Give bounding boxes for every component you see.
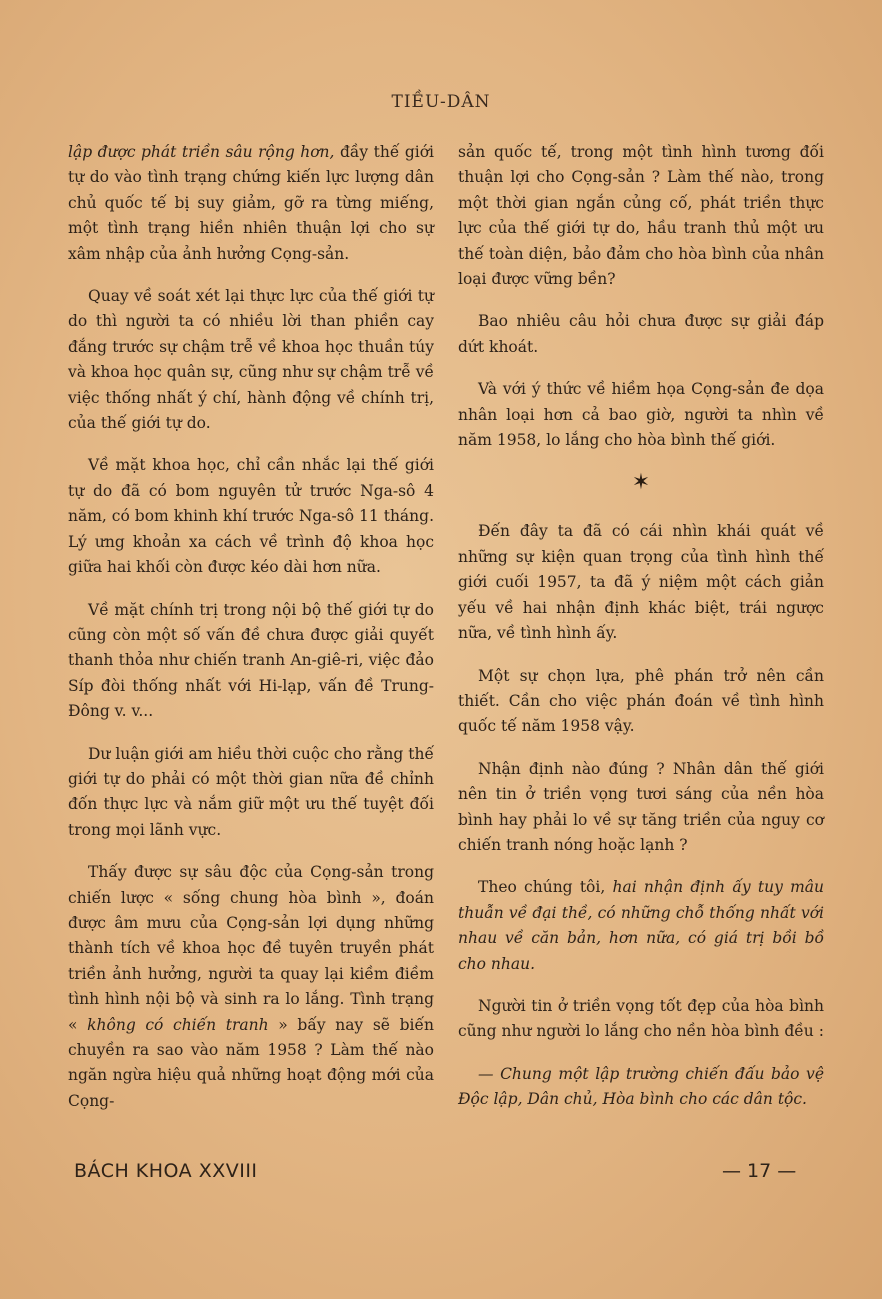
paragraph: Một sự chọn lựa, phê phán trở nên cần thiết. Cần cho việc phán đoán về tình hình quốc tế năm 1958 vậy. (458, 666, 824, 736)
paragraph: Bao nhiêu câu hỏi chưa được sự giải đáp dứt khoát. (458, 312, 824, 356)
paragraph: — Chung một lập trường chiến đấu bảo vệ Độc lập, Dân chủ, Hòa bình cho các dân tộc. (458, 1064, 824, 1109)
paragraph: Người tin ở triền vọng tốt đẹp của hòa bình cũng như người lo lắng cho nền hòa bình đều : (458, 996, 824, 1041)
paragraph: Dư luận giới am hiều thời cuộc cho rằng thế giới tự do phải có một thời gian nữa đề chỉnh đốn thực lực và nắm giữ một ưu thế tuyệt đối trong mọi lãnh vực. (68, 744, 434, 839)
paragraph: Quay về soát xét lại thực lực của thế giới tự do thì người ta có nhiều lời than phiền cay đắng trước sự chậm trễ về khoa học thuần túy và khoa học quân sự, cũng như sự chậm trễ về việc thống nhất ý chí, hành động về chính trị, của thế giới tự do. (68, 287, 434, 433)
paragraph: Đến đây ta đã có cái nhìn khái quát về những sự kiện quan trọng của tình hình thế giới cuối 1957, ta đã ý niệm một cách giản yếu về hai nhận định khác biệt, trái ngược nữa, về tình hình ấy. (458, 522, 824, 643)
paragraph: Về mặt chính trị trong nội bộ thế giới tự do cũng còn một số vấn đề chưa được giải quyết thanh thỏa như chiến tranh An-giê-ri, việc đảo Síp đòi thống nhất với Hi-lạp, vấn đề Trung-Đông v. v... (68, 600, 434, 721)
paragraph: sản quốc tế, trong một tình hình tương đối thuận lợi cho Cọng-sản ? Làm thế nào, trong một thời gian ngắn củng cố, phát triền thực lực của thế giới tự do, hầu tranh thủ một ưu thế toàn diện, bảo đảm cho hòa bình của nhân loại được vững bền? (458, 143, 824, 289)
section-separator-icon: ✶ (631, 470, 651, 496)
paragraph: Và với ý thức về hiềm họa Cọng-sản đe dọa nhân loại hơn cả bao giờ, người ta nhìn về năm 1958, lo lắng cho hòa bình thế giới. (458, 380, 824, 450)
running-header: TIỀU-DÂN (391, 92, 491, 112)
paragraph: lập được phát triền sâu rộng hơn, đầy thế giới tự do vào tình trạng chứng kiến lực lượng dân chủ quốc tế bị suy giảm, gỡ ra từng miếng, một tình trạng hiền nhiên thuận lợi cho sự xâm nhập của ảnh hưởng Cọng-sản. (68, 143, 435, 263)
page-number: — 17 — (722, 1160, 797, 1182)
paragraph: Thấy được sự sâu độc của Cọng-sản trong chiến lược « sống chung hòa bình », đoán được âm mưu của Cọng-sản lợi dụng những thành tích về khoa học đề tuyên truyền phát triền ảnh hưởng, người ta quay lại kiềm điềm tình hình nội bộ và sinh ra lo lắng. Tình trạng « không có chiến tranh » bấy nay sẽ biến chuyền ra sao vào năm 1958 ? Làm thế nào ngăn ngừa hiệu quả những hoạt động mới của Cọng- (68, 863, 434, 1110)
paragraph: Nhận định nào đúng ? Nhân dân thế giới nên tin ở triền vọng tươi sáng của nền hòa bình hay phải lo về sự tăng triền của nguy cơ chiến tranh nóng hoặc lạnh ? (458, 759, 824, 854)
paragraph: Theo chúng tôi, hai nhận định ấy tuy mâu thuẫn về đại thề, có những chỗ thống nhất với nhau về căn bản, hơn nữa, có giá trị bồi bồ cho nhau. (458, 878, 824, 973)
paragraph: Về mặt khoa học, chỉ cần nhắc lại thế giới tự do đã có bom nguyên tử trước Nga-sô 4 năm, có bom khinh khí trước Nga-sô 11 tháng. Lý ưng khoản xa cách về trình độ khoa học giữa hai khối còn được kéo dài hơn nữa. (68, 456, 434, 577)
magazine-name: BÁCH KHOA XXVIII (74, 1160, 258, 1182)
left-column (68, 140, 434, 1131)
right-column (458, 140, 824, 1130)
